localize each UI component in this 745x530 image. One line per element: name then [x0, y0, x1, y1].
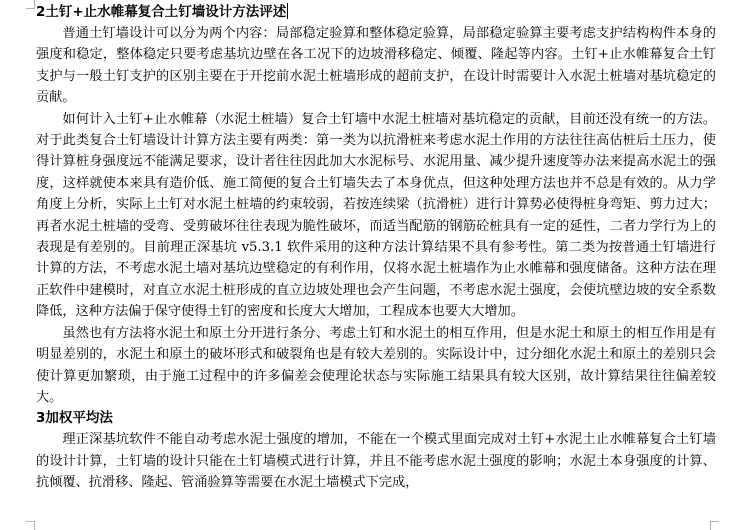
section-2-heading [36, 2, 716, 23]
section-2-paragraph-3: 虽然也有方法将水泥土和原土分开进行条分、考虑土钉和水泥土的相互作用，但是水泥土和原土的相互作用是有明显差别的，水泥土和原土的破坏形式和破裂角也是有较大差别的。实际设计中，过分细化水泥土和原土的差别只会使计算更加繁琐，由于施工过程中的许多偏差会使理论状态与实际施工结果具有较大区别，故计算结果往往偏差较大。 [36, 325, 716, 405]
section-3-heading: 3加权平均法 [36, 410, 113, 427]
page-corner-mark-bottom-left [26, 521, 35, 530]
section-3-paragraph-1: 理正深基坑软件不能自动考虑水泥土强度的增加，不能在一个模式里面完成对土钉+水泥土止水帷幕复合土钉墙的设计计算，土钉墙的设计只能在土钉墙模式进行计算，并且不能考虑水泥土强度的影响；水泥土本身强度的计算、抗倾覆、抗滑移、隆起、管涌验算等需要在水泥土墙模式下完成， [36, 432, 716, 491]
page-corner-mark-bottom-right [710, 521, 719, 530]
text-cursor [287, 3, 288, 19]
page-corner-mark-top-left [26, 0, 35, 9]
section-2-paragraph-2: 如何计入土钉+止水帷幕（水泥土桩墙）复合土钉墙中水泥土桩墙对基坑稳定的贡献，目前还没有统一的方法。对于此类复合土钉墙设计计算方法主要有两类：第一类为以抗滑桩来考虑水泥土作用的方法往往高估桩后土压力，使得计算桩身强度远不能满足要求，设计者往往因此加大水泥标号、水泥用量、减少提升速度等办法来提高水泥土的强度，这样就使本来具有造价低、施工简便的复合土钉墙失去了本身优点，但这种处理方法也并不总是有效的。从力学角度上分析，实际上土钉对水泥土桩墙的约束较弱，若按连续梁（抗滑桩）进行计算势必使得桩身弯矩、剪力过大；再者水泥土桩墙的受弯、受剪破坏往往表现为脆性破坏，而适当配筋的钢筋砼桩具有一定的延性，二者力学行为上的表现是有差别的。目前理正深基坑 v5.3.1 软件采用的这种方法计算结果不具有参考性。第二类为按普通土钉墙进行计算的方法，不考虑水泥土墙对基坑边壁稳定的有利作用，仅将水泥土桩墙作为止水帷幕和强度储备。这种方法在理正软件中建模时，对直立水泥土桩形成的直立边坡处理也会产生问题，不考虑水泥土强度，会使坑壁边坡的安全系数降低，这种方法偏于保守使得土钉的密度和长度大大增加，工程成本也要大大增加。 [36, 111, 716, 320]
document-page [36, 2, 716, 494]
section-2-paragraph-1: 普通土钉墙设计可以分为两个内容：局部稳定验算和整体稳定验算，局部稳定验算主要考虑支护结构构件本身的强度和稳定，整体稳定只要考虑基坑边壁在各工况下的边坡滑移稳定、倾覆、隆起等内容。土钉+止水帷幕复合土钉支护与一般土钉支护的区别主要在于开挖前水泥土桩墙形成的超前支护，在设计时需要计入水泥土桩墙对基坑稳定的贡献。 [36, 26, 716, 106]
section-2-heading-text: 2土钉+止水帷幕复合土钉墙设计方法评述 [36, 4, 287, 20]
